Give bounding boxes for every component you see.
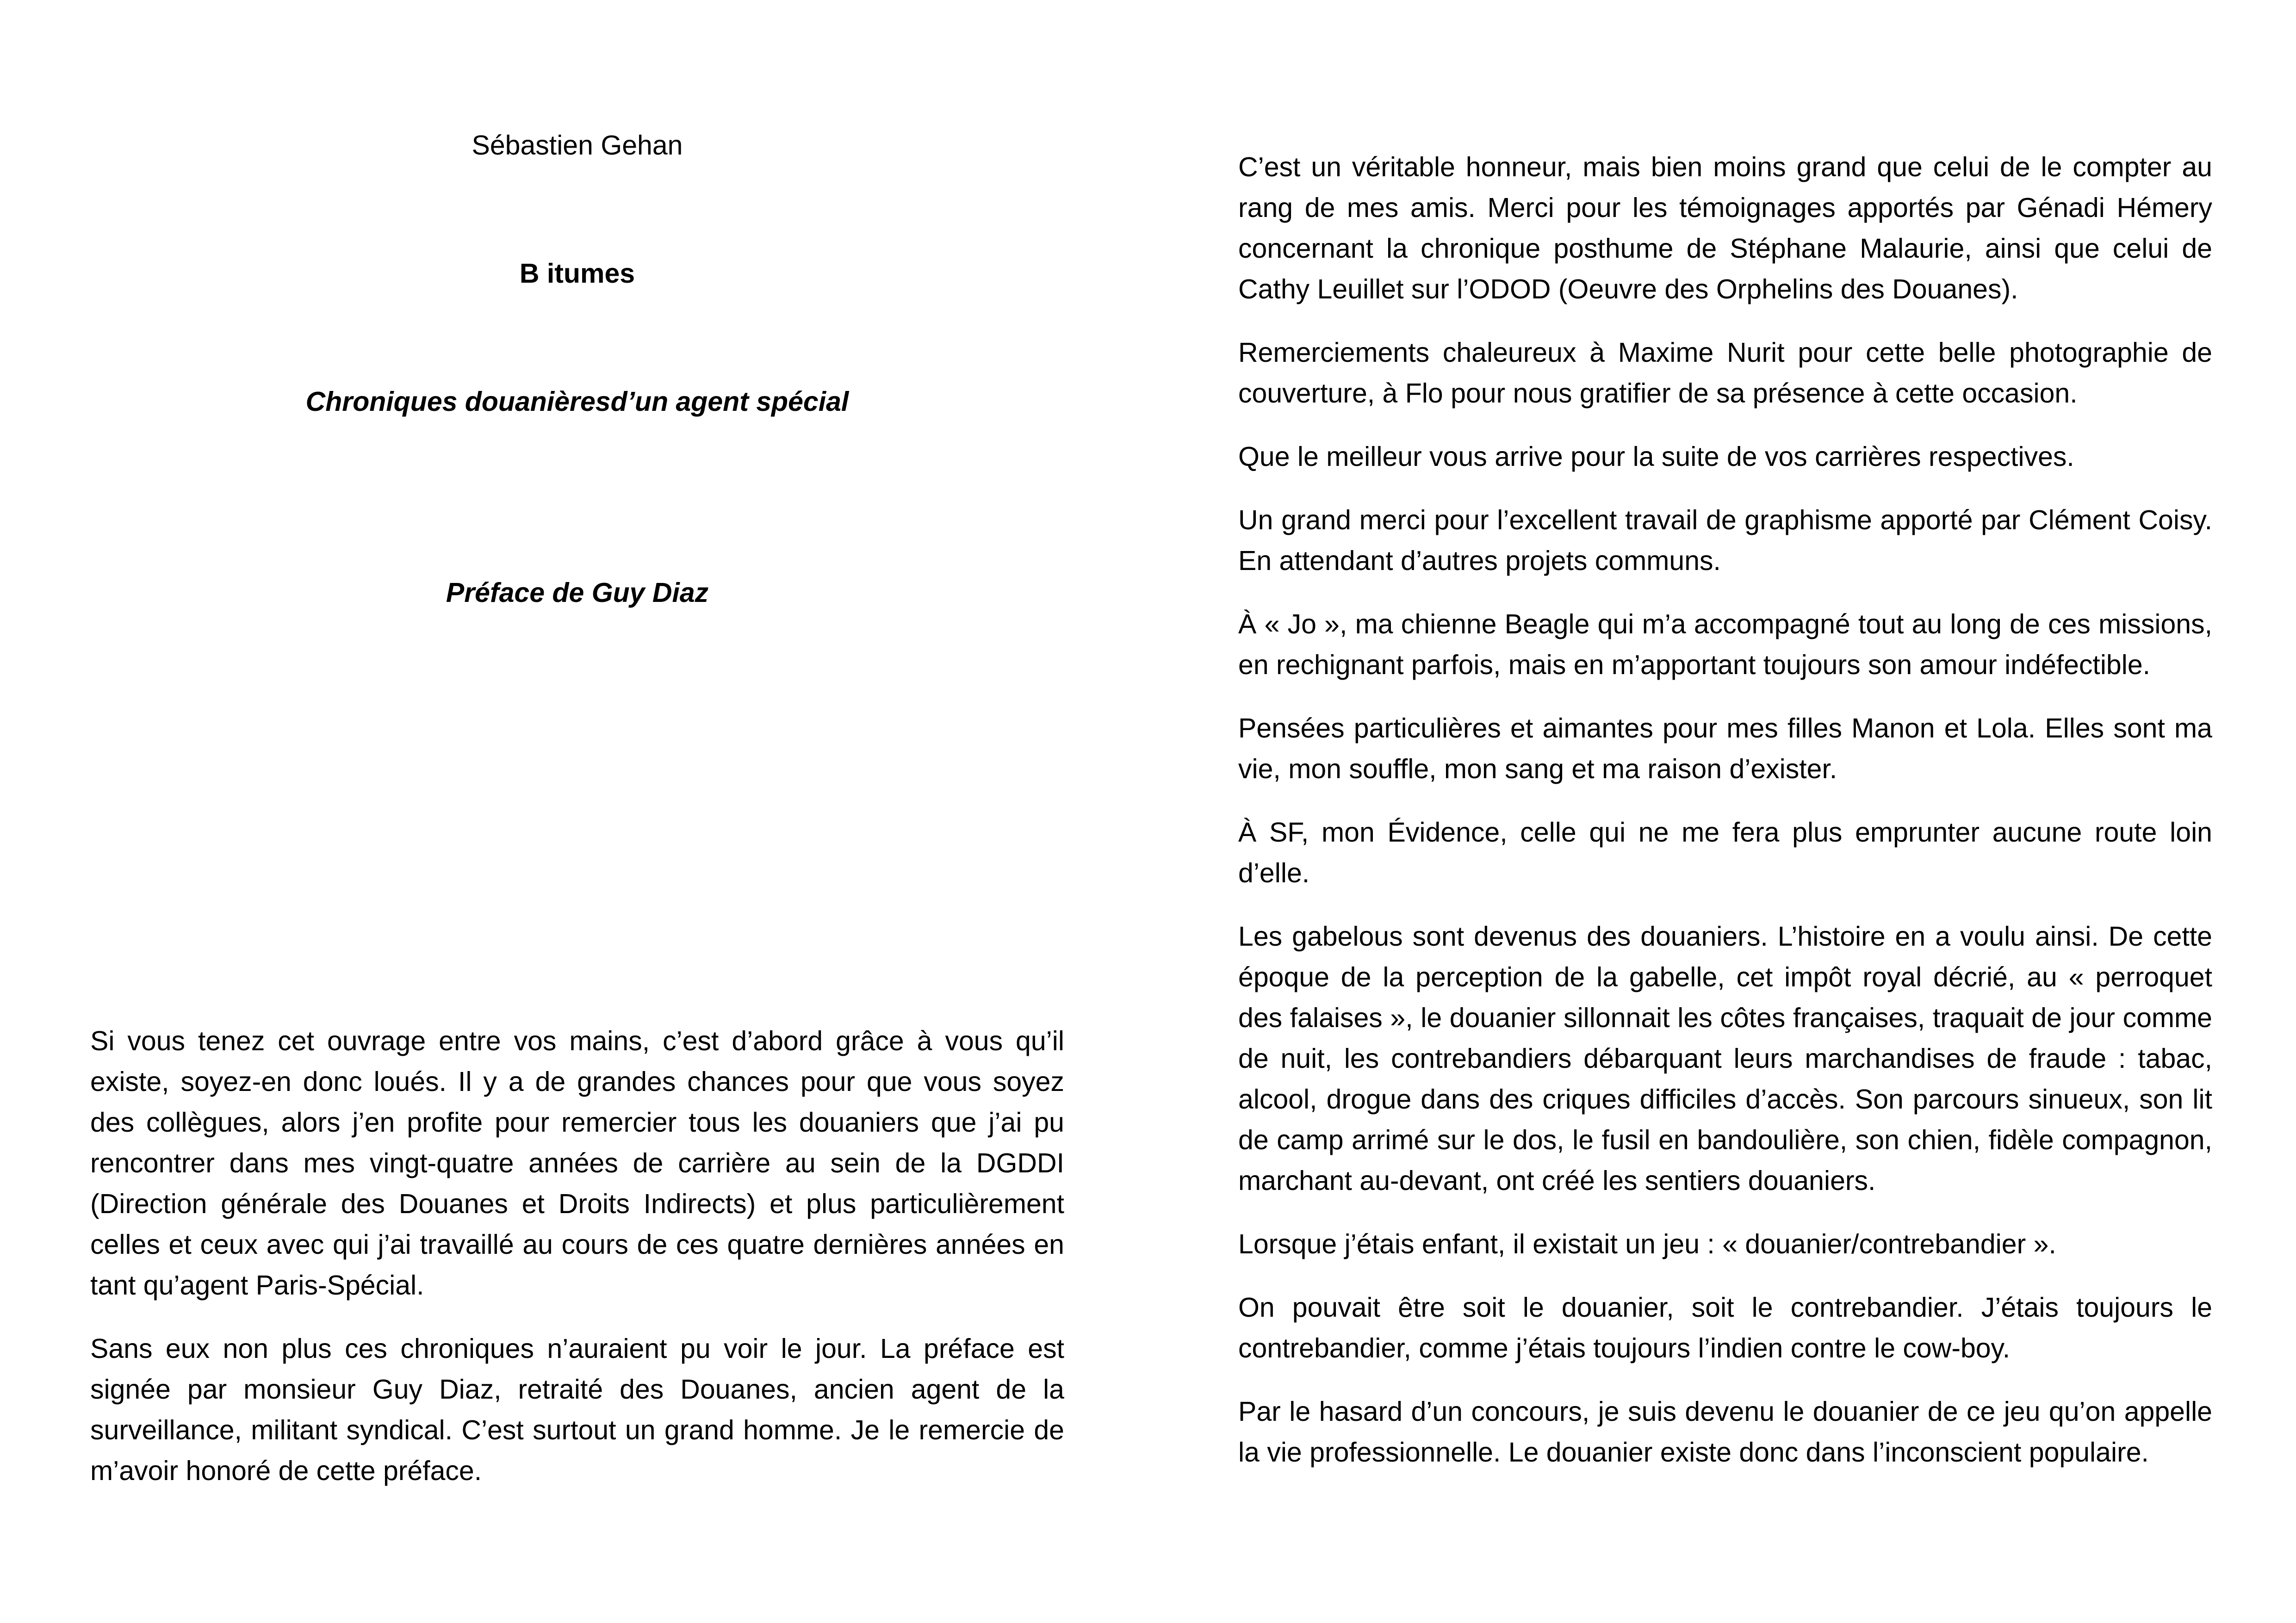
paragraph: Sans eux non plus ces chroniques n’auraient pu voir le jour. La préface est signée par monsieur Guy Diaz, retraité des Douanes, ancien agent de la surveillance, militant syndical. C’est surtout un grand homme. Je le remercie de m’avoir honoré de cette préface. [90,1333,1064,1486]
preface-credit: Préface de Guy Diaz [446,577,709,608]
paragraph: C’est un véritable honneur, mais bien moins grand que celui de le compter au rang de mes amis. Merci pour les témoignages apportés par Génadi Hémery concernant la chronique posthume de Stéphane Malaurie, ainsi que celui de Cathy Leuillet sur l’ODOD (Oeuvre des Orphelins des Douanes). [1238,152,2212,304]
book-subtitle: Chroniques douanièresd’un agent spécial [305,386,849,417]
paragraph: Un grand merci pour l’excellent travail de graphisme apporté par Clément Coisy. En attendant d’autres projets communs. [1238,505,2212,576]
paragraph: Pensées particulières et aimantes pour mes filles Manon et Lola. Elles sont ma vie, mon souffle, mon sang et ma raison d’exister. [1238,713,2212,784]
paragraph: Par le hasard d’un concours, je suis devenu le douanier de ce jeu qu’on appelle la vie professionnelle. Le douanier existe donc dans l’inconscient populaire. [1238,1396,2212,1468]
paragraph: On pouvait être soit le douanier, soit le contrebandier. J’étais toujours le contrebandier, comme j’étais toujours l’indien contre le cow-boy. [1238,1292,2212,1363]
paragraph: À « Jo », ma chienne Beagle qui m’a accompagné tout au long de ces missions, en rechignant parfois, mais en m’apportant toujours son amour indéfectible. [1238,609,2212,680]
paragraph: Lorsque j’étais enfant, il existait un jeu : « douanier/contrebandier ». [1238,1229,2056,1259]
right-page [1148,0,2296,1623]
right-page-body [1238,147,2212,1473]
paragraph: Remerciements chaleureux à Maxime Nurit pour cette belle photographie de couverture, à Flo pour nous gratifier de sa présence à cette occasion. [1238,337,2212,409]
paragraph: Si vous tenez cet ouvrage entre vos mains, c’est d’abord grâce à vous qu’il existe, soyez-en donc loués. Il y a de grandes chances pour que vous soyez des collègues, alors j’en profite pour remercier tous les douaniers que j’ai pu rencontrer dans mes vingt-quatre années de carrière au sein de la DGDDI (Direction générale des Douanes et Droits Indirects) et plus particulièrement celles et ceux avec qui j’ai travaillé au cours de ces quatre dernières années en tant qu’agent Paris-Spécial. [90,1026,1064,1301]
paragraph: Que le meilleur vous arrive pour la suite de vos carrières respectives. [1238,441,2074,472]
paragraph: Les gabelous sont devenus des douaniers. L’histoire en a voulu ainsi. De cette époque de la perception de la gabelle, cet impôt royal décrié, au « perroquet des falaises », le douanier sillonnait les côtes françaises, traquait de jour comme de nuit, les contrebandiers débarquant leurs marchandises de fraude : tabac, alcool, drogue dans des criques difficiles d’accès. Son parcours sinueux, son lit de camp arrimé sur le dos, le fusil en bandoulière, son chien, fidèle compagnon, marchant au-devant, ont créé les sentiers douaniers. [1238,921,2212,1196]
paragraph: À SF, mon Évidence, celle qui ne me fera plus emprunter aucune route loin d’elle. [1238,817,2212,888]
book-title: B itumes [519,258,635,289]
left-page-body [90,1021,1064,1514]
author-name: Sébastien Gehan [472,130,683,161]
